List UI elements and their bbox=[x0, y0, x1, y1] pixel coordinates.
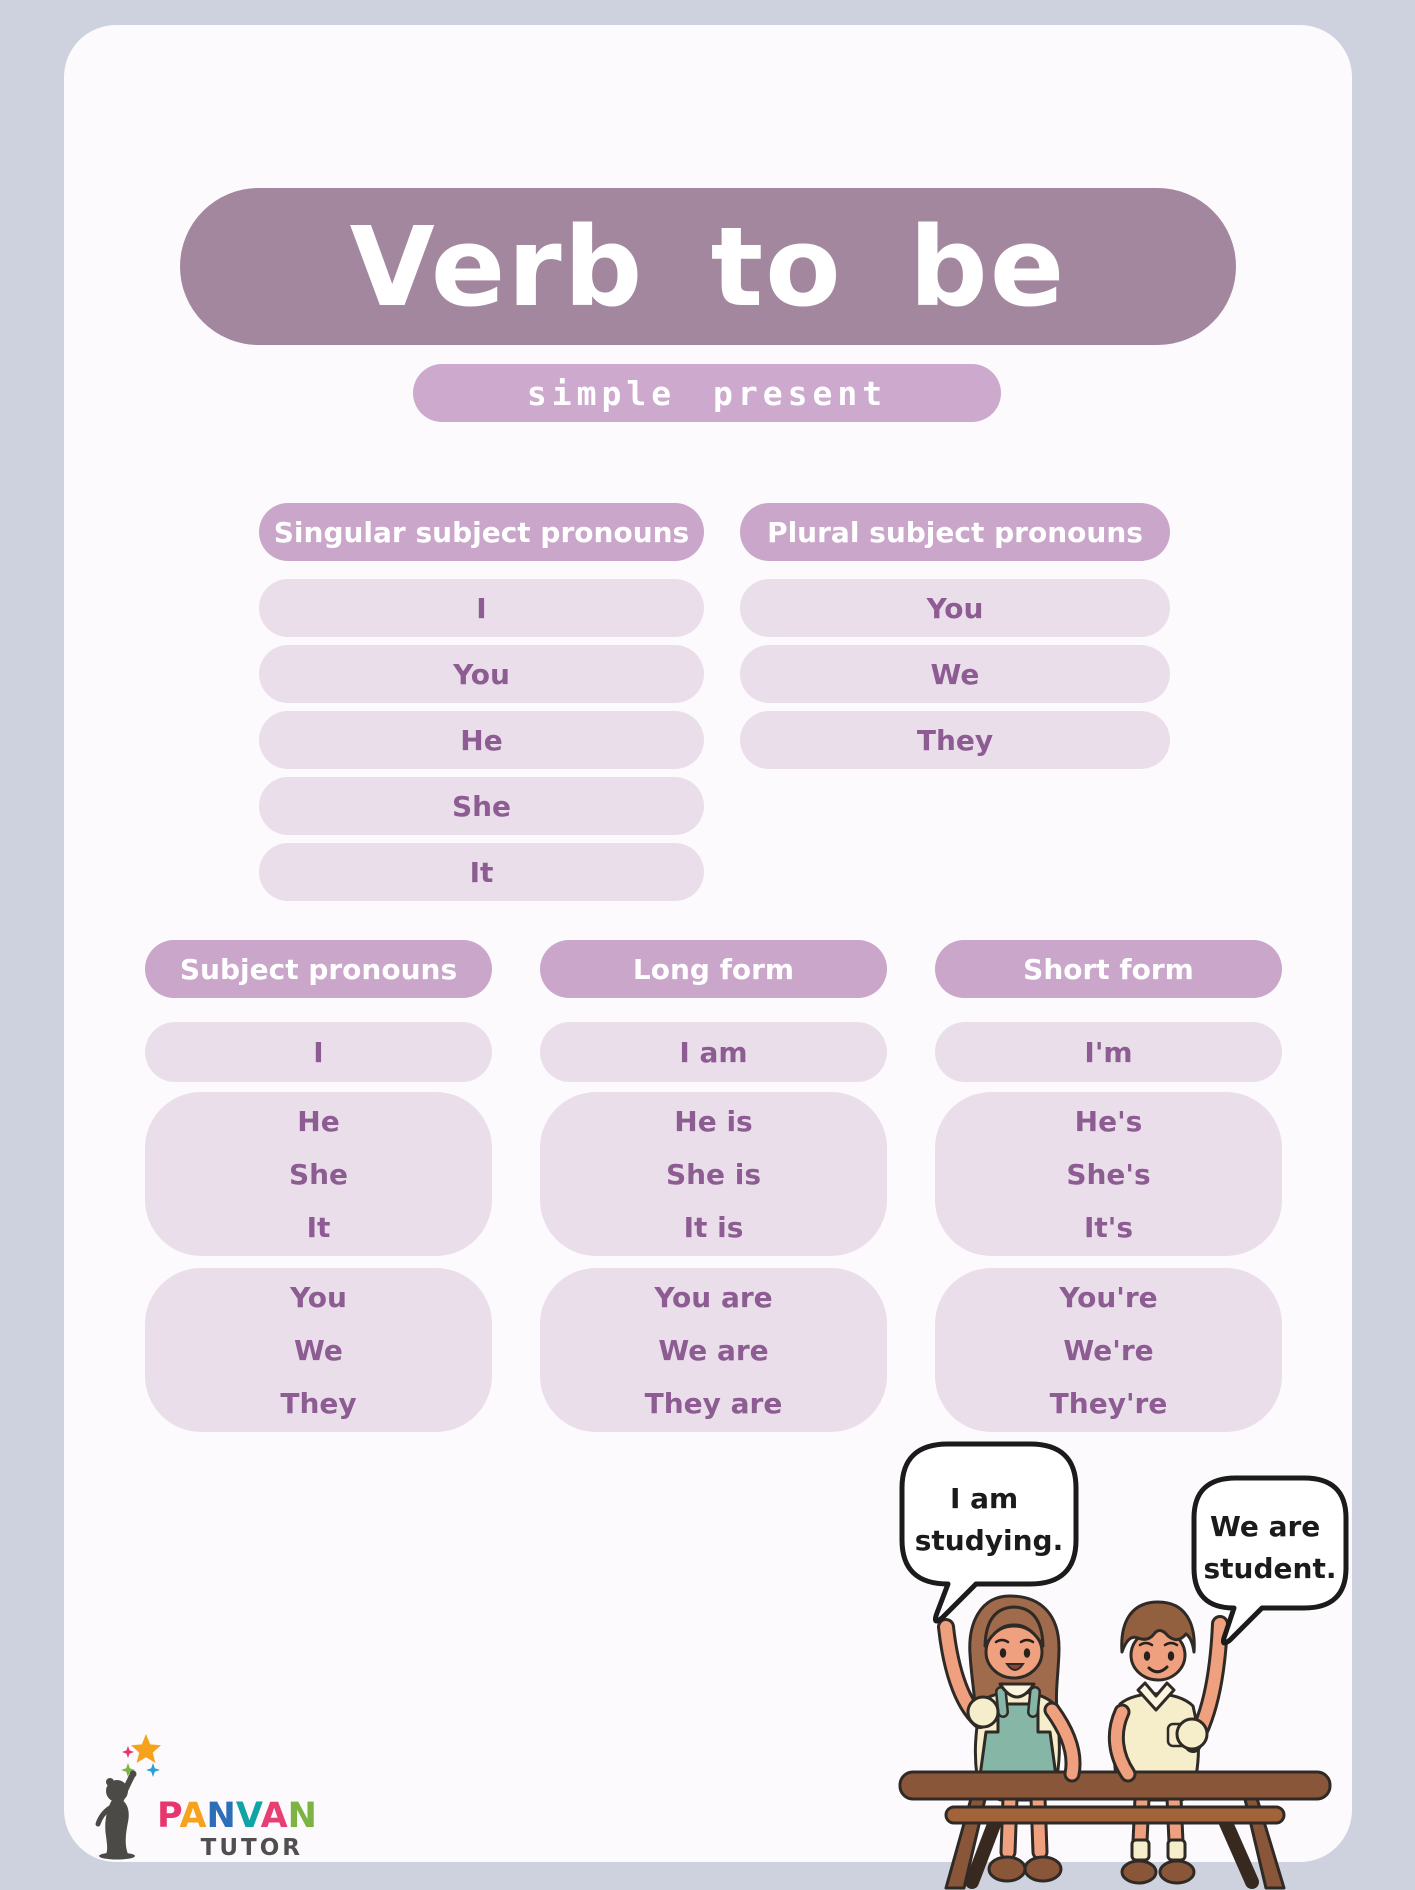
form-group-pill bbox=[540, 1092, 887, 1256]
form-line: You bbox=[290, 1280, 347, 1314]
brand-letter: V bbox=[235, 1796, 261, 1836]
form-line: We bbox=[294, 1333, 343, 1367]
form-pill: I am bbox=[540, 1022, 887, 1082]
pronoun-pill: She bbox=[259, 777, 704, 835]
brand-letter: A bbox=[179, 1796, 207, 1836]
pronoun-pill: You bbox=[740, 579, 1170, 637]
long-form-header: Long form bbox=[540, 940, 887, 998]
form-line: She's bbox=[1066, 1157, 1151, 1191]
form-group-pill bbox=[935, 1268, 1282, 1432]
form-line: He is bbox=[674, 1104, 753, 1138]
form-line: You are bbox=[654, 1280, 773, 1314]
pronoun-pill: They bbox=[740, 711, 1170, 769]
form-pill: I'm bbox=[935, 1022, 1282, 1082]
subtitle-banner bbox=[413, 364, 1001, 422]
pronoun-pill: He bbox=[259, 711, 704, 769]
form-line: It's bbox=[1083, 1210, 1134, 1244]
pronoun-pill: We bbox=[740, 645, 1170, 703]
form-group-pill bbox=[145, 1092, 492, 1256]
form-line: It is bbox=[683, 1210, 744, 1244]
brand-letter: N bbox=[287, 1796, 317, 1836]
form-line: You're bbox=[1059, 1280, 1158, 1314]
form-line: He bbox=[297, 1104, 340, 1138]
pronoun-pill: It bbox=[259, 843, 704, 901]
brand-letter: A bbox=[260, 1796, 288, 1836]
form-line: They're bbox=[1049, 1386, 1168, 1420]
form-group-pill bbox=[540, 1268, 887, 1432]
form-line: They bbox=[280, 1386, 357, 1420]
form-line: She is bbox=[665, 1157, 762, 1191]
form-group-pill bbox=[145, 1268, 492, 1432]
form-pill: I bbox=[145, 1022, 492, 1082]
title-banner bbox=[180, 188, 1236, 345]
singular-pronouns-header: Singular subject pronouns bbox=[259, 503, 704, 561]
speech-bubble-left bbox=[896, 1438, 1082, 1624]
brand-subtitle: TUTOR bbox=[200, 1835, 303, 1861]
brand-letter: N bbox=[206, 1796, 236, 1836]
subject-pronouns-header: Subject pronouns bbox=[145, 940, 492, 998]
form-line: She bbox=[288, 1157, 349, 1191]
plural-pronouns-header: Plural subject pronouns bbox=[740, 503, 1170, 561]
page-subtitle: simple present bbox=[526, 373, 888, 413]
logo-child-stars-icon bbox=[88, 1712, 168, 1862]
page-title: Verb to be bbox=[349, 202, 1067, 331]
short-form-header: Short form bbox=[935, 940, 1282, 998]
logo-wordmark bbox=[157, 1796, 317, 1861]
speech-bubble-right bbox=[1188, 1472, 1352, 1650]
svg-text:I am studying.: I am studying. bbox=[914, 1482, 1064, 1557]
form-line: They are bbox=[644, 1386, 783, 1420]
form-group-pill bbox=[935, 1092, 1282, 1256]
pronoun-pill: I bbox=[259, 579, 704, 637]
form-line: He's bbox=[1074, 1104, 1143, 1138]
desk-top bbox=[900, 1710, 1330, 1799]
brand-letter: P bbox=[157, 1796, 180, 1836]
form-line: It bbox=[306, 1210, 331, 1244]
form-line: We are bbox=[658, 1333, 769, 1367]
form-line: We're bbox=[1063, 1333, 1154, 1367]
pronoun-pill: You bbox=[259, 645, 704, 703]
svg-text:We are student.: We are student. bbox=[1203, 1510, 1337, 1585]
brand-name bbox=[157, 1796, 317, 1836]
